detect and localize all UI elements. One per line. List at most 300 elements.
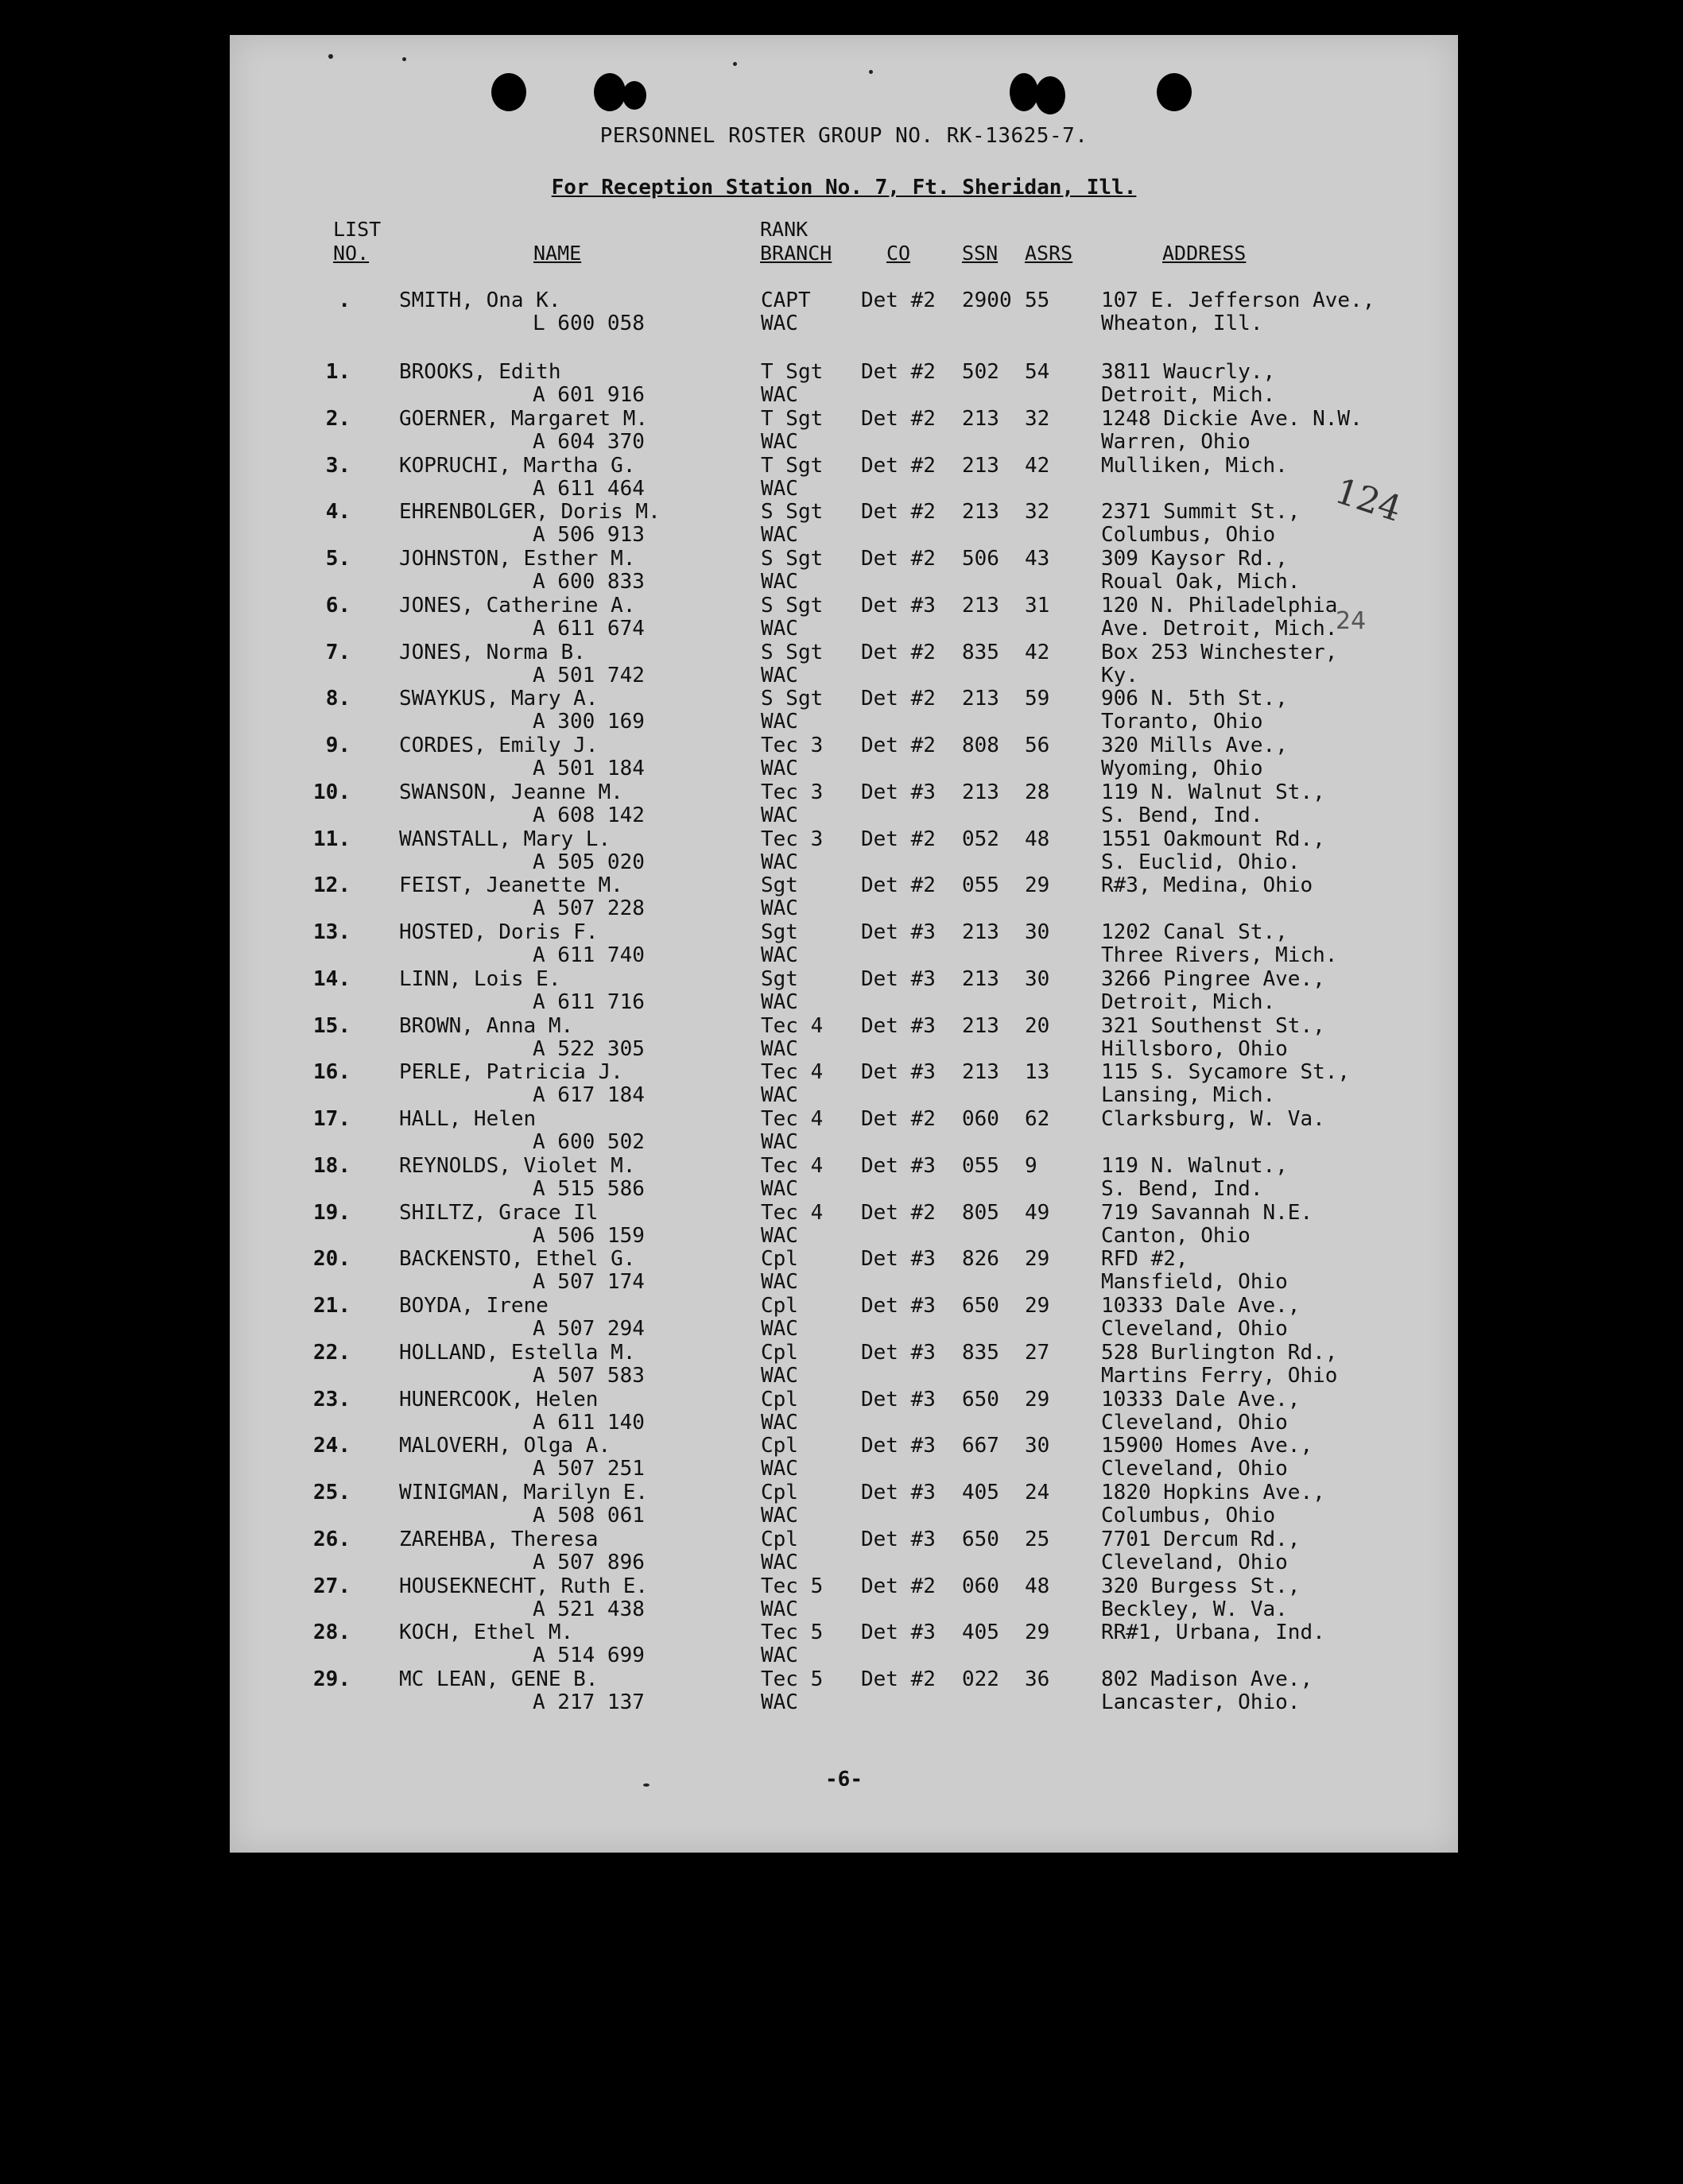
ssn: 052 <box>962 827 999 851</box>
list-number: 2. <box>325 406 351 431</box>
header-co: CO <box>886 242 911 265</box>
company: Det #3 <box>861 1013 936 1038</box>
asrs: 32 <box>1025 500 1050 525</box>
table-row <box>230 1342 1458 1388</box>
member-name: SHILTZ, Grace Il <box>399 1200 599 1225</box>
ssn: 650 <box>962 1387 999 1411</box>
asrs: 20 <box>1025 1013 1050 1038</box>
branch: WAC <box>761 476 798 501</box>
asrs: 42 <box>1025 453 1050 478</box>
punch-hole <box>1035 76 1065 114</box>
rank: Cpl <box>761 1247 798 1272</box>
serial-number: A 507 228 <box>533 896 645 921</box>
list-number: 19. <box>313 1200 351 1225</box>
company: Det #3 <box>861 1294 936 1318</box>
ssn: 650 <box>962 1527 999 1551</box>
address-line-2: Lancaster, Ohio. <box>1101 1690 1301 1714</box>
ssn: 826 <box>962 1247 999 1272</box>
asrs: 30 <box>1025 920 1050 944</box>
company: Det #2 <box>861 453 936 478</box>
address-line-1: 120 N. Philadelphia <box>1101 593 1338 618</box>
table-row <box>230 1015 1458 1061</box>
asrs: 29 <box>1025 1621 1050 1645</box>
ssn: 213 <box>962 966 999 991</box>
asrs: 36 <box>1025 1667 1050 1691</box>
branch: WAC <box>761 710 798 734</box>
list-number: . <box>338 288 351 312</box>
company: Det #3 <box>861 1340 936 1365</box>
branch: WAC <box>761 1176 798 1201</box>
list-number: 24. <box>313 1434 351 1458</box>
speck <box>328 54 333 59</box>
serial-number: A 617 184 <box>533 1083 645 1108</box>
address-line-1: R#3, Medina, Ohio <box>1101 873 1313 898</box>
address-line-1: 119 N. Walnut St., <box>1101 780 1325 804</box>
serial-number: A 507 251 <box>533 1457 645 1481</box>
member-name: HALL, Helen <box>399 1107 537 1131</box>
address-line-2: Wyoming, Ohio <box>1101 757 1263 780</box>
table-row <box>230 874 1458 920</box>
asrs: 25 <box>1025 1527 1050 1551</box>
branch: WAC <box>761 1270 798 1295</box>
rank: Tec 5 <box>761 1574 824 1598</box>
asrs: 24 <box>1025 1481 1050 1504</box>
member-name: WINIGMAN, Marilyn E. <box>399 1481 649 1504</box>
branch: WAC <box>761 850 798 874</box>
table-row <box>230 1575 1458 1621</box>
table-row <box>230 1295 1458 1341</box>
address-line-1: 321 Southenst St., <box>1101 1013 1325 1038</box>
company: Det #2 <box>861 1200 936 1225</box>
ssn: 055 <box>962 873 999 898</box>
company: Det #3 <box>861 1527 936 1551</box>
asrs: 29 <box>1025 1294 1050 1318</box>
ssn: 213 <box>962 920 999 944</box>
rank: T Sgt <box>761 406 824 431</box>
table-row <box>230 1435 1458 1481</box>
table-row <box>230 361 1458 407</box>
branch: WAC <box>761 523 798 548</box>
rank: Tec 4 <box>761 1200 824 1225</box>
table-row <box>230 455 1458 501</box>
table-row <box>230 1621 1458 1667</box>
company: Det #3 <box>861 1247 936 1272</box>
rank: Cpl <box>761 1294 798 1318</box>
list-number: 26. <box>313 1527 351 1551</box>
company: Det #3 <box>861 1060 936 1085</box>
list-number: 10. <box>313 780 351 804</box>
list-number: 28. <box>313 1621 351 1645</box>
header-asrs: ASRS <box>1025 242 1073 265</box>
ssn: 022 <box>962 1667 999 1691</box>
branch: WAC <box>761 1550 798 1574</box>
rank: S Sgt <box>761 547 824 571</box>
asrs: 29 <box>1025 1247 1050 1272</box>
address-line-1: 802 Madison Ave., <box>1101 1667 1313 1691</box>
rank: Cpl <box>761 1481 798 1504</box>
address-line-2: S. Bend, Ind. <box>1101 1176 1263 1201</box>
ssn: 835 <box>962 640 999 664</box>
address-line-2: Cleveland, Ohio <box>1101 1457 1288 1481</box>
rank: S Sgt <box>761 640 824 664</box>
header-rank-branch: RANK BRANCH <box>760 218 832 265</box>
asrs: 27 <box>1025 1340 1050 1365</box>
serial-number: A 600 833 <box>533 570 645 594</box>
address-line-2: Toranto, Ohio <box>1101 710 1263 734</box>
company: Det #2 <box>861 873 936 898</box>
member-name: JOHNSTON, Esther M. <box>399 547 636 571</box>
member-name: CORDES, Emily J. <box>399 734 599 757</box>
punch-hole <box>1157 73 1192 111</box>
serial-number: A 601 916 <box>533 383 645 407</box>
serial-number: A 300 169 <box>533 710 645 734</box>
ssn: 502 <box>962 360 999 384</box>
company: Det #2 <box>861 500 936 525</box>
company: Det #2 <box>861 406 936 431</box>
ssn: 835 <box>962 1340 999 1365</box>
address-line-1: 115 S. Sycamore St., <box>1101 1060 1351 1085</box>
address-line-2: Detroit, Mich. <box>1101 989 1276 1014</box>
branch: WAC <box>761 616 798 641</box>
member-name: HOLLAND, Estella M. <box>399 1340 636 1365</box>
list-number: 16. <box>313 1060 351 1085</box>
rank: S Sgt <box>761 687 824 711</box>
rank: S Sgt <box>761 500 824 525</box>
address-line-2: Martins Ferry, Ohio <box>1101 1363 1338 1388</box>
member-name: BROOKS, Edith <box>399 360 561 384</box>
branch: WAC <box>761 1644 798 1668</box>
asrs: 29 <box>1025 1387 1050 1411</box>
asrs: 13 <box>1025 1060 1050 1085</box>
serial-number: A 508 061 <box>533 1504 645 1528</box>
table-row <box>230 1202 1458 1248</box>
company: Det #3 <box>861 1434 936 1458</box>
address-line-2: Hillsboro, Ohio <box>1101 1036 1288 1061</box>
ssn: 055 <box>962 1153 999 1178</box>
rank: Tec 3 <box>761 780 824 804</box>
member-name: BACKENSTO, Ethel G. <box>399 1247 636 1272</box>
address-line-2: Warren, Ohio <box>1101 429 1251 454</box>
ssn: 213 <box>962 780 999 804</box>
serial-number: A 507 896 <box>533 1550 645 1574</box>
address-line-2: Columbus, Ohio <box>1101 1504 1276 1528</box>
company: Det #3 <box>861 966 936 991</box>
branch: WAC <box>761 757 798 780</box>
rank: Cpl <box>761 1434 798 1458</box>
member-name: JONES, Catherine A. <box>399 593 636 618</box>
rank: Tec 3 <box>761 734 824 757</box>
member-name: SWANSON, Jeanne M. <box>399 780 623 804</box>
table-row <box>230 408 1458 454</box>
serial-number: A 217 137 <box>533 1690 645 1714</box>
table-row <box>230 1108 1458 1154</box>
address-line-2: Cleveland, Ohio <box>1101 1550 1288 1574</box>
company: Det #3 <box>861 1153 936 1178</box>
address-line-2: Cleveland, Ohio <box>1101 1317 1288 1341</box>
asrs: 30 <box>1025 966 1050 991</box>
punch-hole <box>622 81 646 110</box>
company: Det #2 <box>861 1574 936 1598</box>
branch: WAC <box>761 1457 798 1481</box>
member-name: HOSTED, Doris F. <box>399 920 599 944</box>
address-line-2: Canton, Ohio <box>1101 1223 1251 1248</box>
list-number: 12. <box>313 873 351 898</box>
ssn: 405 <box>962 1481 999 1504</box>
table-row <box>230 1528 1458 1574</box>
branch: WAC <box>761 383 798 407</box>
address-line-2: Ave. Detroit, Mich. <box>1101 616 1338 641</box>
branch: WAC <box>761 1363 798 1388</box>
asrs: 42 <box>1025 640 1050 664</box>
ssn: 213 <box>962 593 999 618</box>
branch: WAC <box>761 570 798 594</box>
address-line-1: 10333 Dale Ave., <box>1101 1294 1301 1318</box>
branch: WAC <box>761 1597 798 1621</box>
member-name: BOYDA, Irene <box>399 1294 549 1318</box>
address-line-1: 1820 Hopkins Ave., <box>1101 1481 1325 1504</box>
list-number: 4. <box>325 500 351 525</box>
list-number: 3. <box>325 453 351 478</box>
list-number: 1. <box>325 360 351 384</box>
table-row <box>230 968 1458 1014</box>
table-row <box>230 828 1458 874</box>
branch: WAC <box>761 803 798 827</box>
member-name: KOPRUCHI, Martha G. <box>399 453 636 478</box>
rank: S Sgt <box>761 593 824 618</box>
rank: Sgt <box>761 920 798 944</box>
serial-number: A 611 464 <box>533 476 645 501</box>
address-line-1: 1248 Dickie Ave. N.W. <box>1101 406 1363 431</box>
ssn: 667 <box>962 1434 999 1458</box>
table-row <box>230 1481 1458 1528</box>
address-line-2: S. Euclid, Ohio. <box>1101 850 1301 874</box>
rank: Tec 5 <box>761 1667 824 1691</box>
address-line-1: 528 Burlington Rd., <box>1101 1340 1338 1365</box>
member-name: ZAREHBA, Theresa <box>399 1527 599 1551</box>
rank: Tec 5 <box>761 1621 824 1645</box>
punch-hole <box>594 73 626 111</box>
member-name: SMITH, Ona K. <box>399 288 561 312</box>
member-name: BROWN, Anna M. <box>399 1013 574 1038</box>
address-line-1: 10333 Dale Ave., <box>1101 1387 1301 1411</box>
ssn: 060 <box>962 1574 999 1598</box>
header-address: ADDRESS <box>1162 242 1247 265</box>
company: Det #2 <box>861 687 936 711</box>
member-name: MALOVERH, Olga A. <box>399 1434 611 1458</box>
serial-number: A 501 742 <box>533 663 645 687</box>
asrs: 9 <box>1025 1153 1037 1178</box>
branch: WAC <box>761 1036 798 1061</box>
page-title: PERSONNEL ROSTER GROUP NO. RK-13625-7. <box>599 124 1088 148</box>
company: Det #3 <box>861 780 936 804</box>
asrs: 59 <box>1025 687 1050 711</box>
asrs: 48 <box>1025 827 1050 851</box>
page-subtitle: For Reception Station No. 7, Ft. Sheridan, Ill. <box>551 176 1137 199</box>
member-name: PERLE, Patricia J. <box>399 1060 623 1085</box>
address-line-1: 15900 Homes Ave., <box>1101 1434 1313 1458</box>
address-line-1: 906 N. 5th St., <box>1101 687 1288 711</box>
rank: T Sgt <box>761 453 824 478</box>
list-number: 8. <box>325 687 351 711</box>
table-row <box>230 687 1458 734</box>
list-number: 29. <box>313 1667 351 1691</box>
list-number: 13. <box>313 920 351 944</box>
member-name: MC LEAN, GENE B. <box>399 1667 599 1691</box>
list-number: 18. <box>313 1153 351 1178</box>
ssn: 060 <box>962 1107 999 1131</box>
address-line-2: Wheaton, Ill. <box>1101 312 1263 335</box>
list-number: 11. <box>313 827 351 851</box>
address-line-1: 309 Kaysor Rd., <box>1101 547 1288 571</box>
member-name: KOCH, Ethel M. <box>399 1621 574 1645</box>
rank: Tec 3 <box>761 827 824 851</box>
header-ssn: SSN <box>962 242 999 265</box>
address-line-1: 320 Mills Ave., <box>1101 734 1288 757</box>
branch: WAC <box>761 896 798 921</box>
asrs: 30 <box>1025 1434 1050 1458</box>
serial-number: A 611 674 <box>533 616 645 641</box>
serial-number: A 506 913 <box>533 523 645 548</box>
rank: Cpl <box>761 1340 798 1365</box>
serial-number: A 501 184 <box>533 757 645 780</box>
address-line-2: Mansfield, Ohio <box>1101 1270 1288 1295</box>
ssn: 213 <box>962 1013 999 1038</box>
ssn: 405 <box>962 1621 999 1645</box>
ssn: 213 <box>962 453 999 478</box>
address-line-2: Cleveland, Ohio <box>1101 1410 1288 1435</box>
serial-number: A 514 699 <box>533 1644 645 1668</box>
address-line-1: Clarksburg, W. Va. <box>1101 1107 1325 1131</box>
list-number: 5. <box>325 547 351 571</box>
address-line-1: RR#1, Urbana, Ind. <box>1101 1621 1325 1645</box>
asrs: 29 <box>1025 873 1050 898</box>
ssn: 213 <box>962 687 999 711</box>
rank: T Sgt <box>761 360 824 384</box>
list-number: 21. <box>313 1294 351 1318</box>
list-number: 15. <box>313 1013 351 1038</box>
serial-number: A 604 370 <box>533 429 645 454</box>
asrs: 49 <box>1025 1200 1050 1225</box>
asrs: 43 <box>1025 547 1050 571</box>
address-line-1: 7701 Dercum Rd., <box>1101 1527 1301 1551</box>
company: Det #2 <box>861 827 936 851</box>
member-name: WANSTALL, Mary L. <box>399 827 611 851</box>
asrs: 31 <box>1025 593 1050 618</box>
table-row <box>230 594 1458 641</box>
rank: Sgt <box>761 873 798 898</box>
list-number: 25. <box>313 1481 351 1504</box>
address-line-1: 2371 Summit St., <box>1101 500 1301 525</box>
company: Det #2 <box>861 1107 936 1131</box>
speck <box>869 70 873 74</box>
member-name: GOERNER, Margaret M. <box>399 406 649 431</box>
serial-number: A 507 583 <box>533 1363 645 1388</box>
serial-number: A 507 294 <box>533 1317 645 1341</box>
list-number: 27. <box>313 1574 351 1598</box>
address-line-1: RFD #2, <box>1101 1247 1189 1272</box>
table-row <box>230 641 1458 687</box>
serial-number: A 515 586 <box>533 1176 645 1201</box>
ssn: 808 <box>962 734 999 757</box>
serial-number: A 611 740 <box>533 943 645 967</box>
speck <box>402 57 406 61</box>
company: Det #3 <box>861 1387 936 1411</box>
address-line-1: 119 N. Walnut., <box>1101 1153 1288 1178</box>
table-row <box>230 1155 1458 1201</box>
member-name: SWAYKUS, Mary A. <box>399 687 599 711</box>
serial-number: A 608 142 <box>533 803 645 827</box>
list-number: 9. <box>325 734 351 757</box>
ssn: 2900 <box>962 288 1012 312</box>
asrs: 48 <box>1025 1574 1050 1598</box>
table-row <box>230 734 1458 780</box>
serial-number: A 611 716 <box>533 989 645 1014</box>
address-line-2: Ky. <box>1101 663 1138 687</box>
address-line-2: Three Rivers, Mich. <box>1101 943 1338 967</box>
address-line-2: S. Bend, Ind. <box>1101 803 1263 827</box>
company: Det #2 <box>861 288 936 312</box>
serial-number: A 507 174 <box>533 1270 645 1295</box>
table-row <box>230 1061 1458 1107</box>
branch: WAC <box>761 1690 798 1714</box>
list-number: 7. <box>325 640 351 664</box>
asrs: 54 <box>1025 360 1050 384</box>
company: Det #2 <box>861 640 936 664</box>
address-line-2: Detroit, Mich. <box>1101 383 1276 407</box>
serial-number: A 611 140 <box>533 1410 645 1435</box>
address-line-1: 719 Savannah N.E. <box>1101 1200 1313 1225</box>
address-line-1: Mulliken, Mich. <box>1101 453 1288 478</box>
rank: Tec 4 <box>761 1153 824 1178</box>
address-line-1: 1202 Canal St., <box>1101 920 1288 944</box>
rank: Cpl <box>761 1387 798 1411</box>
company: Det #2 <box>861 547 936 571</box>
asrs: 56 <box>1025 734 1050 757</box>
company: Det #2 <box>861 734 936 757</box>
handwritten-note: 124 <box>1330 470 1406 530</box>
address-line-1: 3266 Pingree Ave., <box>1101 966 1325 991</box>
rank: Tec 4 <box>761 1060 824 1085</box>
address-line-1: 320 Burgess St., <box>1101 1574 1301 1598</box>
branch: WAC <box>761 429 798 454</box>
company: Det #3 <box>861 593 936 618</box>
address-line-2: Roual Oak, Mich. <box>1101 570 1301 594</box>
asrs: 32 <box>1025 406 1050 431</box>
branch: WAC <box>761 1410 798 1435</box>
ssn: 213 <box>962 406 999 431</box>
member-name: HUNERCOOK, Helen <box>399 1387 599 1411</box>
page-number: -6- <box>825 1768 863 1791</box>
branch: WAC <box>761 663 798 687</box>
branch: WAC <box>761 989 798 1014</box>
table-row <box>230 921 1458 967</box>
ssn: 213 <box>962 1060 999 1085</box>
table-row <box>230 1668 1458 1714</box>
handwritten-note: 24 <box>1336 607 1367 635</box>
branch: WAC <box>761 1223 798 1248</box>
address-line-2: Beckley, W. Va. <box>1101 1597 1288 1621</box>
list-number: 20. <box>313 1247 351 1272</box>
branch: WAC <box>761 943 798 967</box>
table-row <box>230 548 1458 594</box>
serial-number: A 505 020 <box>533 850 645 874</box>
list-number: 6. <box>325 593 351 618</box>
serial-number: A 506 159 <box>533 1223 645 1248</box>
member-name: EHRENBOLGER, Doris M. <box>399 500 661 525</box>
rank: Tec 4 <box>761 1107 824 1131</box>
header-list-no: LIST NO. <box>333 218 382 265</box>
branch: WAC <box>761 1504 798 1528</box>
